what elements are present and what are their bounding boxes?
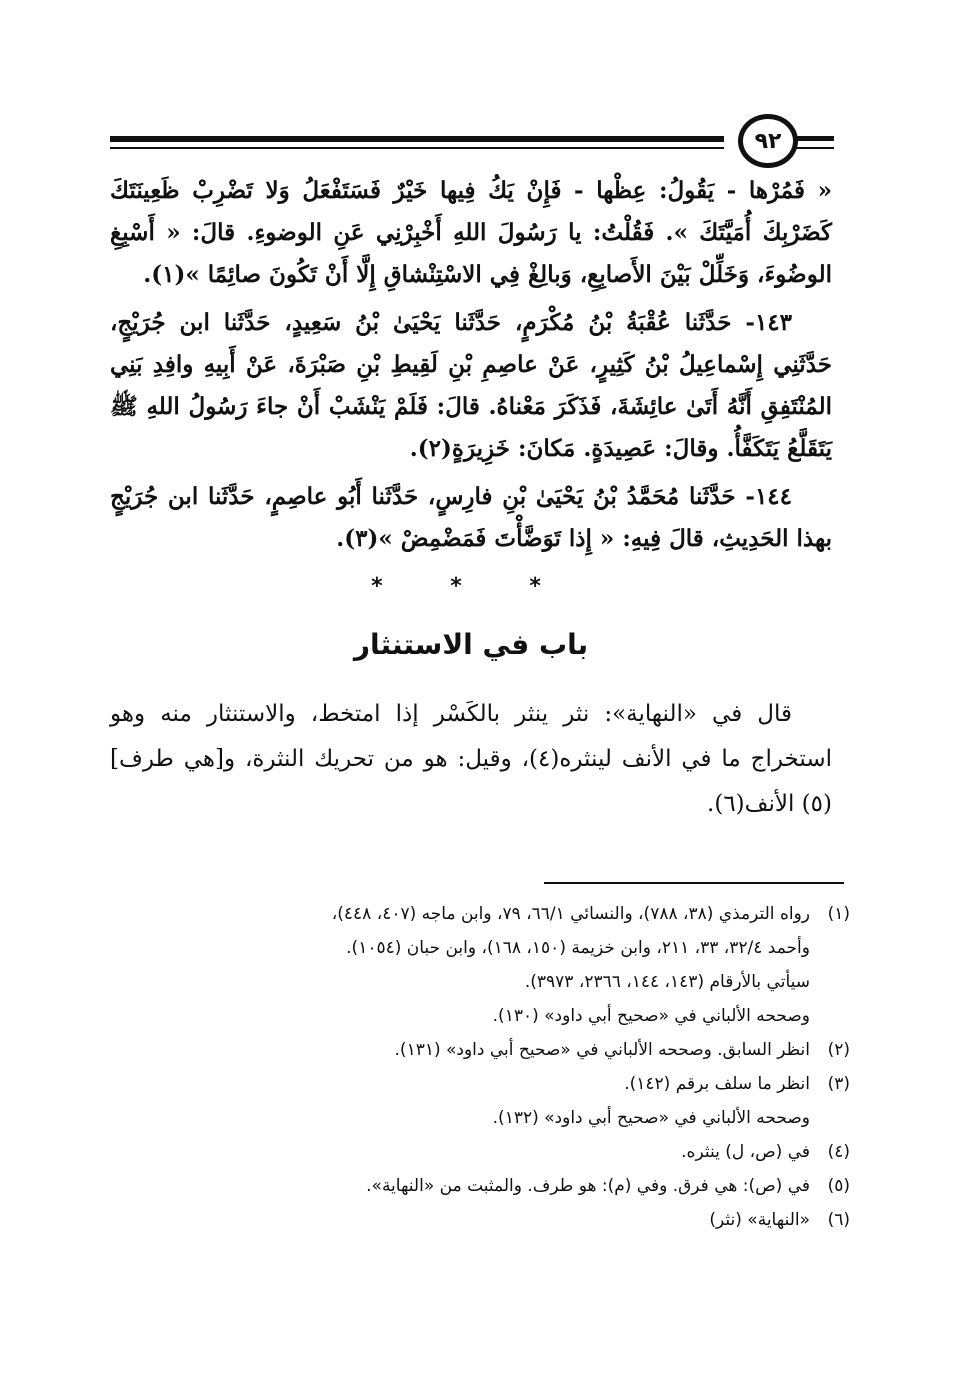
footnote-body [110,1203,810,1237]
paragraph-hadith-continuation: « فَمُرْها - يَقُولُ: عِظْها - فَإِنْ يَكُ فِيها خَيْرٌ فَسَتَفْعَلُ وَلا تَضْرِبْ ظَعِينَتَكَ كَضَرْبِكَ أُمَيَّتَكَ ». فَقُلْتُ: يا رَسُولَ اللهِ أَخْبِرْنِي عَنِ الوضوءِ. قالَ: « أَسْبِغِ الوضُوءَ، وَخَلِّلْ بَيْنَ الأَصابِعِ، وَبالِغْ فِي الاسْتِنْشاقِ إِلَّا أَنْ تَكُونَ صائِمًا »(١). [110,177,832,288]
chapter-title: باب في الاستنثار [353,628,589,661]
footnote-body [110,1033,810,1067]
main-text [110,170,832,833]
footnote-3 [110,1067,850,1135]
header-rule-right-thick [794,136,834,141]
footnote-number: (٢) [827,1040,850,1060]
footnote-line: وصححه الألباني في «صحيح أبي داود» (١٣٢). [492,1108,810,1128]
footnote-number: (١) [827,904,850,924]
paragraph-hadith-144: ١٤٤- حَدَّثَنا مُحَمَّدُ بْنُ يَحْيَىٰ بْنِ فارِسٍ، حَدَّثَنا أَبُو عاصِمٍ، حَدَّثَنا ابن جُرَيْجٍ بهذا الحَدِيثِ، قالَ فِيهِ: « إِذا تَوَضَّأْتَ فَمَضْمِضْ »(٣). [110,483,832,552]
footnote-4 [110,1135,850,1169]
footnotes [110,897,850,1237]
footnote-line: انظر السابق. وصححه الألباني في «صحيح أبي داود» (١٣١). [394,1040,810,1060]
header-rule-thick [110,136,724,142]
footnote-line: «النهاية» (نثر) [709,1210,810,1230]
page-header [110,118,834,168]
footnote-separator [544,882,844,884]
footnote-line: وصححه الألباني في «صحيح أبي داود» (١٣٠). [492,1006,810,1026]
page-number: ٩٢ [738,114,798,168]
paragraph-hadith-143: ١٤٣- حَدَّثَنا عُقْبَةُ بْنُ مُكْرَمٍ، حَدَّثَنا يَحْيَىٰ بْنُ سَعِيدٍ، حَدَّثَنا ابن جُرَيْجٍ، حَدَّثَنِي إِسْماعِيلُ بْنُ كَثِيرٍ، عَنْ عاصِمِ بْنِ لَقِيطِ بْنِ صَبْرَةَ، عَنْ أَبِيهِ وافِدِ بَنِي المُنْتَفِقِ أَنَّهُ أَتَىٰ عائِشَةَ، فَذَكَرَ مَعْناهُ. قالَ: فَلَمْ يَنْشَبْ أَنْ جاءَ رَسُولُ اللهِ ﷺ يَتَقَلَّعُ يَتَكَفَّأُ. وقالَ: عَصِيدَةٍ. مَكانَ: خَزِيرَةٍ(٢). [110,309,832,462]
footnote-number: (٣) [827,1074,850,1094]
footnote-line: انظر ما سلف برقم (١٤٢). [624,1074,810,1094]
footnote-body [110,897,810,1033]
header-rule-thin [110,147,724,149]
header-rule-right-thin [794,147,834,149]
footnote-number: (٦) [827,1210,850,1230]
footnote-body [110,1067,810,1135]
footnote-body [110,1169,810,1203]
footnote-number: (٤) [827,1142,850,1162]
footnote-number: (٥) [827,1176,850,1196]
chapter-text: قال في «النهاية»: نثر ينثر بالكَسْر إذا امتخط، والاستنثار منه وهو استخراج ما في الأنف لينثره(٤)، وقيل: هو من تحريك النثرة، و[هي طرف](٥) الأنف(٦). [110,701,833,817]
footnote-line: سيأتي بالأرقام (١٤٣، ١٤٤، ٢٣٦٦، ٣٩٧٣). [524,972,810,992]
footnote-line: في (ص): هي فرق. وفي (م): هو طرف. والمثبت من «النهاية». [366,1176,810,1196]
section-separator-stars: * * * [371,574,571,599]
footnote-line: في (ص، ل) ينثره. [681,1142,810,1162]
footnote-2 [110,1033,850,1067]
footnote-5 [110,1169,850,1203]
footnote-line: وأحمد ٣٢/٤، ٣٣، ٢١١، وابن خزيمة (١٥٠، ١٦٨)، وابن حبان (١٠٥٤). [346,938,810,958]
footnote-6 [110,1203,850,1237]
footnote-line: رواه الترمذي (٣٨، ٧٨٨)، والنسائي ٦٦/١، ٧٩، وابن ماجه (٤٠٧، ٤٤٨)، [331,904,810,924]
footnote-body [110,1135,810,1169]
footnote-1 [110,897,850,1033]
